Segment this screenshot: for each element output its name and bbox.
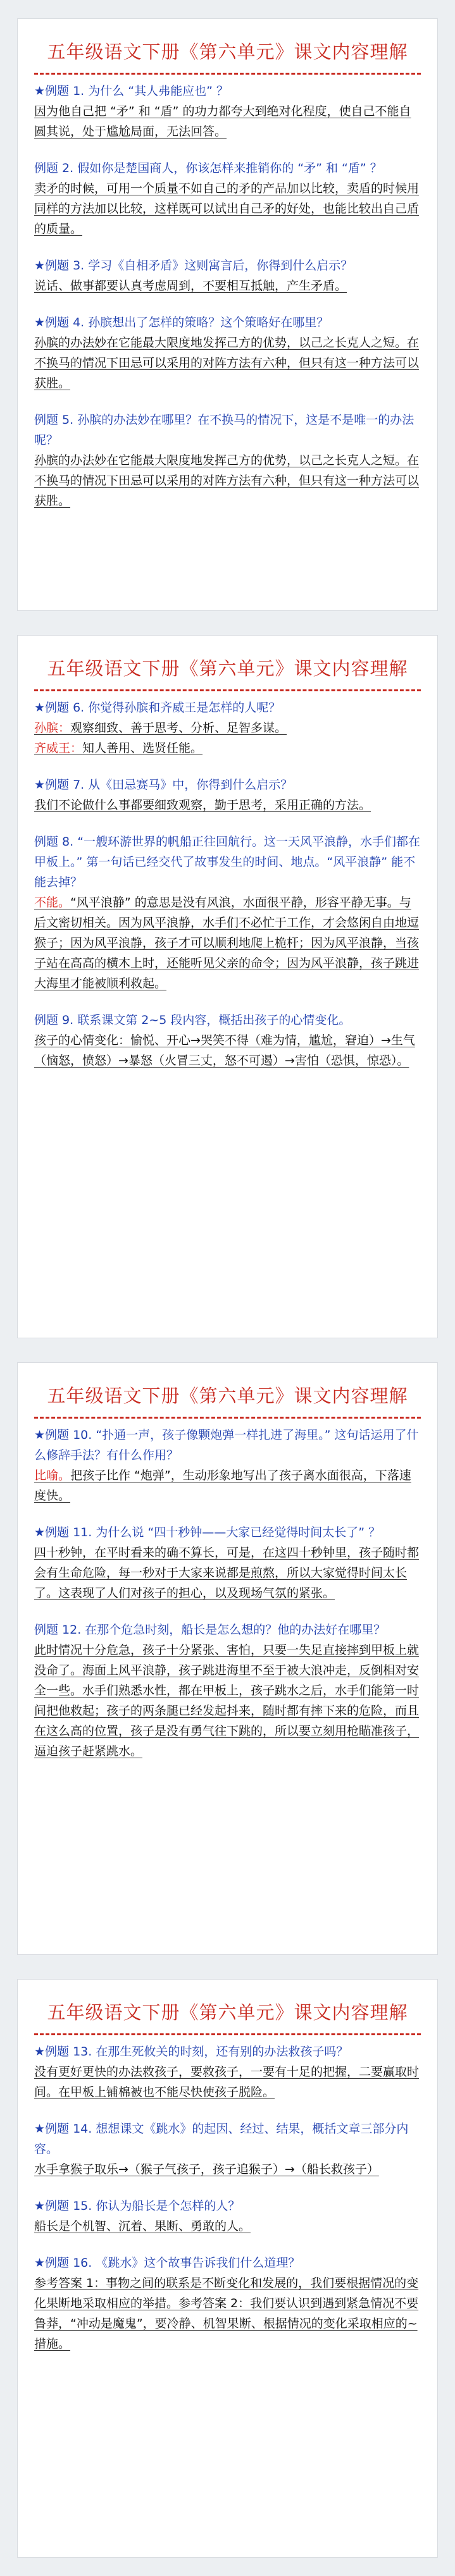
question: 例题 8. “一艘环游世界的帆船正往回航行。这一天风平浪静，水手们都在甲板上。” 第一句话已经交代了故事发生的时间、地点。“风平浪静” 能不能去掉？ xyxy=(34,835,421,889)
question: 例题 5. 孙膑的办法妙在哪里？在不换马的情况下，这是不是唯一的办法呢？ xyxy=(34,413,414,447)
answer-text: 把孩子比作 “炮弹”，生动形象地写出了孩子离水面很高，下落速度快。 xyxy=(34,1469,411,1503)
answer-lead: 孙膑： xyxy=(34,721,71,735)
title-divider xyxy=(34,2033,421,2035)
question: ★例题 16. 《跳水》这个故事告诉我们什么道理？ xyxy=(34,2256,301,2270)
question: 例题 2. 假如你是楚国商人，你该怎样来推销你的 “矛” 和 “盾” ？ xyxy=(34,161,382,175)
answer-lead: 齐威王： xyxy=(34,741,83,755)
answer-text: 知人善用、选贤任能。 xyxy=(82,741,203,755)
answer: 孙膑的办法妙在它能最大限度地发挥己方的优势，以己之长克人之短。在不换马的情况下田忌可以采用的对阵方法有六种，但只有这一种方法可以获胜。 xyxy=(34,453,420,508)
card-title: 五年级语文下册《第六单元》课文内容理解 xyxy=(47,658,408,679)
answer: 四十秒钟，在平时看来的确不算长，可是，在这四十秒钟里，孩子随时都会有生命危险，每一秒对于大家来说都是煎熬，所以大家觉得时间太长了。这表现了人们对孩子的担心，以及现场气氛的紧张。 xyxy=(34,1546,420,1600)
answer: 船长是个机智、沉着、果断、勇敢的人。 xyxy=(34,2219,251,2233)
answer: 参考答案 1：事物之间的联系是不断变化和发展的，我们要根据情况的变化果断地采取相应的举措。参考答案 2：我们要认识到遇到紧急情况不要鲁莽，“冲动是魔鬼”，要冷静、机智果断、根据情况的变化采取相应的~措施。 xyxy=(34,2276,419,2351)
answer xyxy=(34,892,421,994)
question: ★例题 14. 想想课文《跳水》的起因、经过、结果，概括文章三部分内容。 xyxy=(34,2122,409,2156)
content-card-3 xyxy=(18,1363,437,1954)
answer: 我们不论做什么事都要细致观察，勤于思考，采用正确的方法。 xyxy=(34,798,371,812)
answer-lead: 比喻。 xyxy=(34,1469,71,1482)
question: ★例题 3. 学习《自相矛盾》这则寓言后，你得到什么启示？ xyxy=(34,259,353,273)
question: ★例题 11. 为什么说 “四十秒钟——大家已经觉得时间太长了” ？ xyxy=(34,1525,381,1539)
question: ★例题 10. “扑通一声，孩子像颗炮弹一样扎进了海里。” 这句话运用了什么修辞手法？有什么作用？ xyxy=(34,1428,419,1462)
content-card-4 xyxy=(18,1980,437,2557)
question: ★例题 4. 孙膑想出了怎样的策略？这个策略好在哪里？ xyxy=(34,316,329,330)
answer: 因为他自己把 “矛” 和 “盾” 的功力都夸大到绝对化程度，使自己不能自圆其说，处于尴尬局面，无法回答。 xyxy=(34,104,411,139)
answer-text: “风平浪静” 的意思是没有风浪，水面很平静，形容平静无事。与后文密切相关。因为风平浪静，水手们不必忙于工作，才会悠闲自由地逗猴子；因为风平浪静，孩子才可以顺利地爬上桅杆；因为风平浪静，当孩子站在高高的横木上时，还能听见父亲的命令；因为风平浪静，孩子跳进大海里才能被顺利救起。 xyxy=(34,896,420,990)
question: 例题 12. 在那个危急时刻，船长是怎么想的？他的办法好在哪里？ xyxy=(34,1623,386,1637)
answer: 此时情况十分危急，孩子十分紧张、害怕，只要一失足直接摔到甲板上就没命了。海面上风平浪静，孩子跳进海里不至于被大浪冲走，反倒相对安全一些。水手们熟悉水性，都在甲板上，孩子跳水之后，水手们能第一时间把他救起；孩子的两条腿已经发起抖来，随时都有摔下来的危险，而且在这么高的位置，孩子是没有勇气往下跳的，所以要立刻用枪瞄准孩子，逼迫孩子赶紧跳水。 xyxy=(34,1643,420,1758)
answer: 卖矛的时候，可用一个质量不如自己的矛的产品加以比较，卖盾的时候用同样的方法加以比较，这样既可以试出自己矛的好处，也能比较出自己盾的质量。 xyxy=(34,182,420,236)
answer-lead: 不能。 xyxy=(34,896,71,909)
answer: 孙膑的办法妙在它能最大限度地发挥己方的优势，以己之长克人之短。在不换马的情况下田忌可以采用的对阵方法有六种，但只有这一种方法可以获胜。 xyxy=(34,336,420,390)
content-card-1 xyxy=(18,19,437,610)
answer-text: 观察细致、善于思考、分析、足智多谋。 xyxy=(70,721,287,735)
question: ★例题 6. 你觉得孙膑和齐威王是怎样的人呢？ xyxy=(34,701,281,715)
answer: 说话、做事都要认真考虑周到，不要相互抵触，产生矛盾。 xyxy=(34,279,347,293)
title-divider xyxy=(34,689,421,691)
title-divider xyxy=(34,1417,421,1419)
answer xyxy=(34,718,421,758)
answer xyxy=(34,1465,421,1506)
question: 例题 9. 联系课文第 2~5 段内容，概括出孩子的心情变化。 xyxy=(34,1013,351,1027)
answer: 水手拿猴子取乐→（猴子气孩子，孩子追猴子）→（船长救孩子） xyxy=(34,2162,379,2176)
question: ★例题 15. 你认为船长是个怎样的人？ xyxy=(34,2199,240,2213)
answer: 孩子的心情变化：愉悦、开心→哭笑不得（难为情，尴尬，窘迫）→生气（恼怒，愤怒）→暴怒（火冒三丈，怒不可遏）→害怕（恐惧，惊恐）。 xyxy=(34,1033,415,1068)
question: ★例题 13. 在那生死攸关的时刻，还有别的办法救孩子吗？ xyxy=(34,2045,349,2059)
content-card-2 xyxy=(18,636,437,1338)
question: ★例题 7. 从《田忌赛马》中，你得到什么启示？ xyxy=(34,778,293,792)
title-divider xyxy=(34,73,421,75)
card-title: 五年级语文下册《第六单元》课文内容理解 xyxy=(47,2002,408,2023)
card-title: 五年级语文下册《第六单元》课文内容理解 xyxy=(47,1385,408,1407)
answer: 没有更好更快的办法救孩子，要救孩子，一要有十足的把握，二要赢取时间。在甲板上铺棉被也不能尽快使孩子脱险。 xyxy=(34,2065,420,2099)
question: ★例题 1. 为什么 “其人弗能应也” ？ xyxy=(34,84,229,98)
card-title: 五年级语文下册《第六单元》课文内容理解 xyxy=(47,41,408,63)
